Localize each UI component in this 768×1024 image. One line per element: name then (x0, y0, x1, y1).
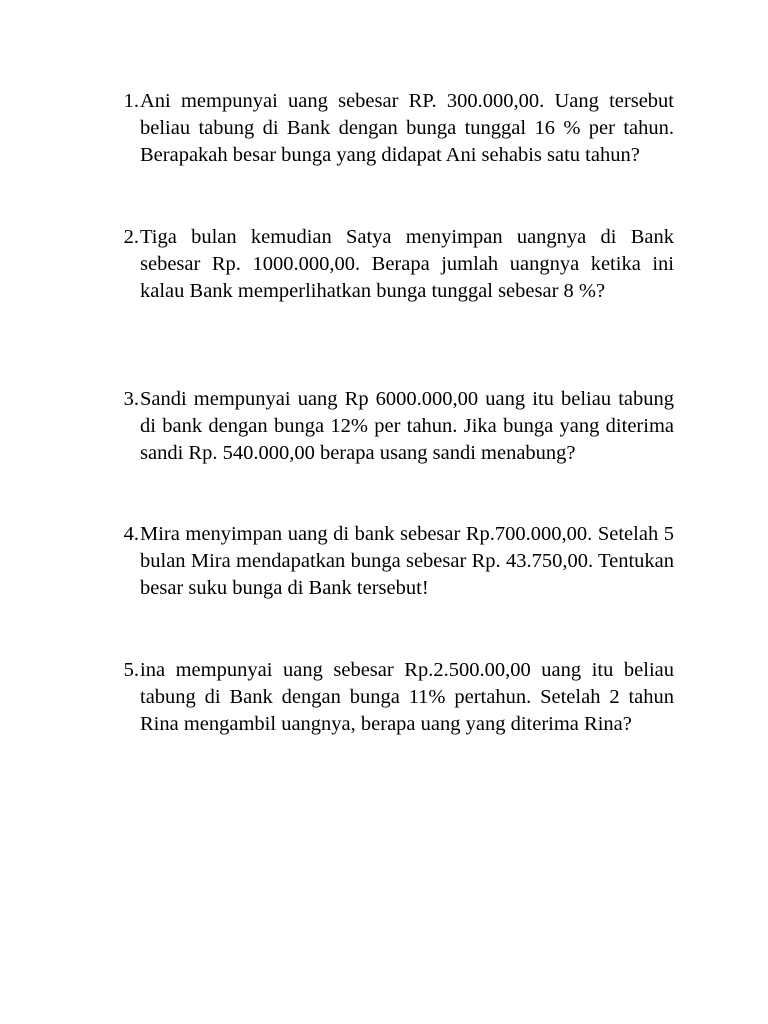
question-item (112, 88, 674, 169)
question-item (112, 386, 674, 467)
question-text: Sandi mempunyai uang Rp 6000.000,00 uang itu beliau tabung di bank dengan bunga 12% per tahun. Jika bunga yang diterima sandi Rp. 540.000,00 berapa usang sandi menabung? (140, 388, 674, 464)
question-number: 4. (123, 523, 139, 545)
question-number: 2. (123, 226, 139, 248)
question-number: 3. (123, 388, 139, 410)
question-text: Tiga bulan kemudian Satya menyimpan uangnya di Bank sebesar Rp. 1000.000,00. Berapa jumlah uangnya ketika ini kalau Bank memperlihatkan bunga tunggal sebesar 8 %? (140, 226, 674, 302)
question-text: Ani mempunyai uang sebesar RP. 300.000,00. Uang tersebut beliau tabung di Bank dengan bunga tunggal 16 % per tahun. Berapakah besar bunga yang didapat Ani sehabis satu tahun? (140, 90, 674, 166)
question-number: 5. (123, 659, 139, 681)
question-text: Mira menyimpan uang di bank sebesar Rp.700.000,00. Setelah 5 bulan Mira mendapatkan bunga sebesar Rp. 43.750,00. Tentukan besar suku bunga di Bank tersebut! (140, 523, 674, 599)
question-number: 1. (123, 90, 139, 112)
question-item (112, 224, 674, 305)
question-text: ina mempunyai uang sebesar Rp.2.500.00,00 uang itu beliau tabung di Bank dengan bunga 11% pertahun. Setelah 2 tahun Rina mengambil uangnya, berapa uang yang diterima Rina? (140, 659, 674, 735)
question-item (112, 521, 674, 602)
question-item (112, 657, 674, 738)
